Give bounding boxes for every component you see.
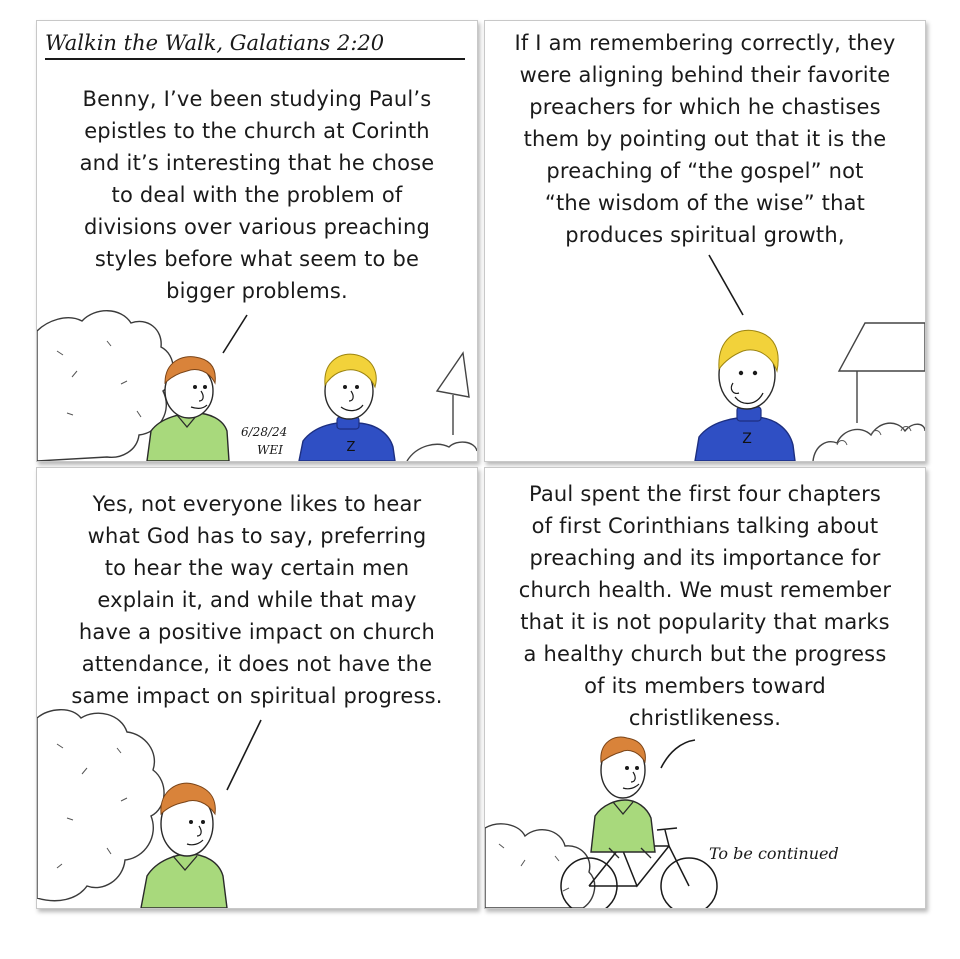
shirt-letter: Z [346, 440, 356, 455]
character-benny [591, 737, 655, 858]
comic-panel-2 [484, 20, 926, 462]
speech-text-panel-3: Yes, not everyone likes to hear what God has to say, preferring to hear the way certain men explain it, and while that may have a positive impact on church attendance, it does not have the same impact on spiritual progress. [71, 492, 443, 708]
comic-title: Walkin the Walk, Galatians 2:20 [45, 31, 465, 60]
character-benny [141, 783, 227, 908]
shirt-letter: Z [742, 431, 752, 447]
comic-panel-4 [484, 467, 926, 909]
speech-text-panel-1: Benny, I’ve been studying Paul’s epistles to the church at Corinth and it’s interesting that he chose to deal with the problem of divisions over various preaching styles before what seem to be bigger problems. [79, 87, 435, 303]
signature-date: 6/28/24 [241, 425, 288, 439]
speech-tail [227, 720, 261, 790]
bush-left [485, 824, 595, 908]
character-blond [299, 354, 395, 461]
bush-left [37, 710, 164, 901]
continued-note: To be continued [709, 844, 839, 863]
comic-panel-3 [36, 467, 478, 909]
speech-tail [223, 315, 247, 353]
speech-tail [709, 255, 743, 315]
lamp [437, 353, 469, 397]
speech-text-panel-4: Paul spent the first four chapters of first Corinthians talking about preaching and its importance for church health. We must remember that it is not popularity that marks a healthy church but the progress of its members toward christlikeness. [518, 482, 892, 730]
character-benny [147, 357, 229, 461]
character-blond [695, 330, 795, 461]
comic-panel-1 [36, 20, 478, 462]
bush-right [813, 423, 925, 461]
signature-initials: WEI [257, 443, 283, 457]
lamp [839, 323, 925, 371]
speech-tail [661, 740, 695, 768]
speech-text-panel-2: If I am remembering correctly, they were aligning behind their favorite preachers for which he chastises them by pointing out that it is the preaching of “the gospel” not “the wisdom of the wise” that produces spiritual growth, [514, 31, 896, 247]
